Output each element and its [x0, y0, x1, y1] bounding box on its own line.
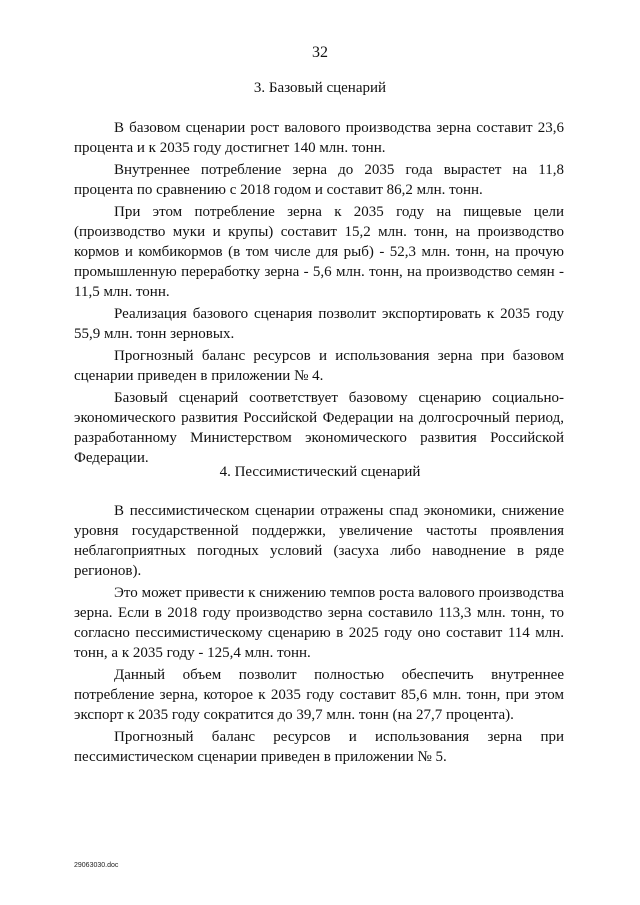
paragraph: В базовом сценарии рост валового производства зерна составит 23,6 процента и к 2035 году достигнет 140 млн. тонн.	[74, 120, 564, 156]
section-body-pessimistic-scenario	[74, 501, 564, 769]
page-number: 32	[312, 44, 328, 61]
paragraph: Реализация базового сценария позволит экспортировать к 2035 году 55,9 млн. тонн зерновых.	[74, 306, 564, 342]
footer-filename: 29063030.doc	[74, 862, 119, 869]
section-heading-pessimistic-scenario: 4. Пессимистический сценарий	[219, 464, 421, 480]
section-body-base-scenario	[74, 118, 564, 470]
paragraph: Базовый сценарий соответствует базовому сценарию социально-экономического развития Российской Федерации на долгосрочный период, разработанному Министерством экономического развития Российской Федерации.	[74, 390, 564, 466]
paragraph: Прогнозный баланс ресурсов и использования зерна при базовом сценарии приведен в приложении № 4.	[74, 348, 564, 384]
paragraph: Это может привести к снижению темпов роста валового производства зерна. Если в 2018 году производство зерна составило 113,3 млн. тонн, то согласно пессимистическому сценарию в 2025 году оно составит 114 млн. тонн, а к 2035 году - 125,4 млн. тонн.	[74, 585, 564, 661]
section-heading-base-scenario: 3. Базовый сценарий	[253, 80, 387, 96]
paragraph: Данный объем позволит полностью обеспечить внутреннее потребление зерна, которое к 2035 году составит 85,6 млн. тонн, при этом экспорт к 2035 году сократится до 39,7 млн. тонн (на 27,7 процента).	[74, 667, 564, 723]
paragraph: Внутреннее потребление зерна до 2035 года вырастет на 11,8 процента по сравнению с 2018 годом и составит 86,2 млн. тонн.	[74, 162, 564, 198]
paragraph: Прогнозный баланс ресурсов и использования зерна при пессимистическом сценарии приведен в приложении № 5.	[74, 729, 564, 765]
paragraph: При этом потребление зерна к 2035 году на пищевые цели (производство муки и крупы) составит 15,2 млн. тонн, на производство кормов и комбикормов (в том числе для рыб) - 52,3 млн. тонн, на прочую промышленную переработку зерна - 5,6 млн. тонн, на производство семян - 11,5 млн. тонн.	[74, 204, 564, 300]
paragraph: В пессимистическом сценарии отражены спад экономики, снижение уровня государственной поддержки, увеличение частоты проявления неблагоприятных погодных условий (засуха либо наводнение в ряде регионов).	[74, 503, 564, 579]
